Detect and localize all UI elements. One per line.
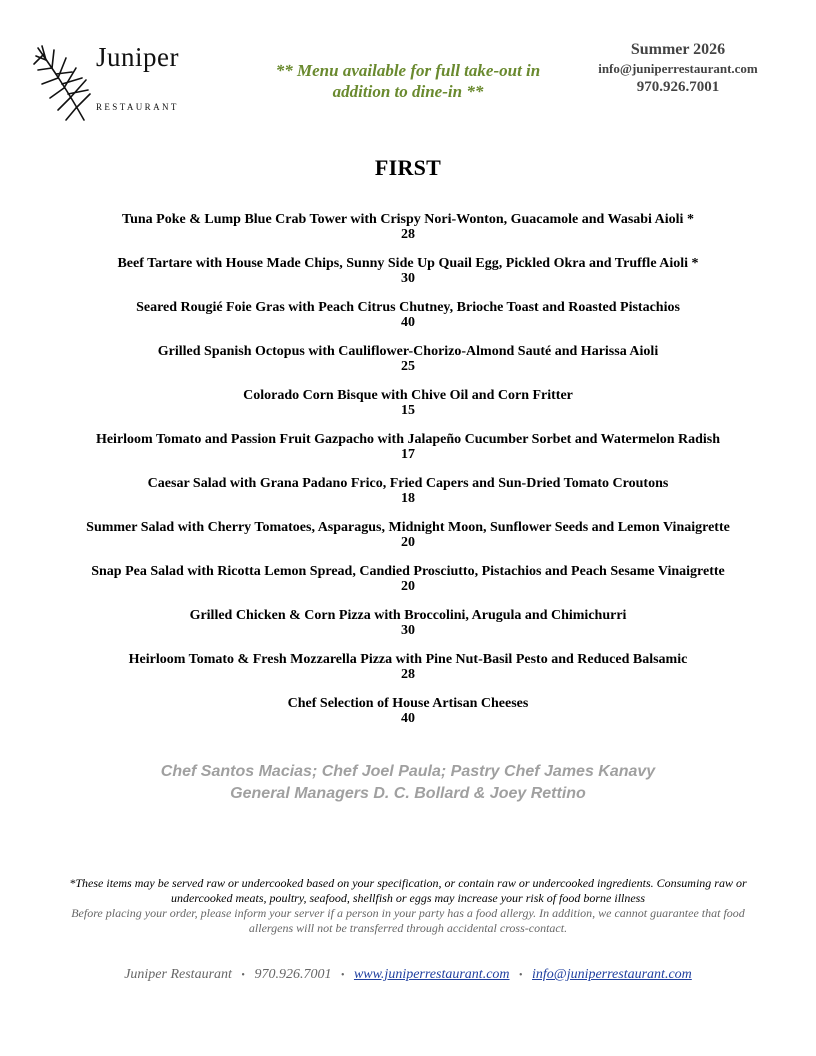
menu-item-name: Grilled Spanish Octopus with Cauliflower-Chorizo-Almond Sauté and Harissa Aioli xyxy=(157,344,659,359)
menu-item-name: Tuna Poke & Lump Blue Crab Tower with Crispy Nori-Wonton, Guacamole and Wasabi Aioli * xyxy=(122,212,694,227)
menu-item-name: Grilled Chicken & Corn Pizza with Broccolini, Arugula and Chimichurri xyxy=(189,608,627,623)
menu-item-price: 28 xyxy=(401,227,415,242)
header-email: info@juniperrestaurant.com xyxy=(598,61,758,76)
menu-item-price: 25 xyxy=(401,359,415,374)
logo-subtitle: RESTAURANT xyxy=(96,102,179,112)
menu-item-price: 18 xyxy=(401,491,415,506)
menu-item-price: 15 xyxy=(401,403,415,418)
menu-item-name: Heirloom Tomato & Fresh Mozzarella Pizza with Pine Nut-Basil Pesto and Reduced Balsamic xyxy=(128,652,688,667)
section-title: FIRST xyxy=(374,155,442,180)
menu-item-price: 40 xyxy=(401,315,415,330)
header-phone: 970.926.7001 xyxy=(636,79,720,95)
restaurant-logo xyxy=(32,38,192,124)
menu-item xyxy=(0,476,816,520)
allergy-warning: Before placing your order, please inform your server if a person in your party has a food allergy. In addition, we cannot guarantee that food allergens will not be transferred through accidental cross-contact. xyxy=(71,906,745,935)
menu-item-name: Caesar Salad with Grana Padano Frico, Fried Capers and Sun-Dried Tomato Croutons xyxy=(147,476,669,491)
menu-item-price: 40 xyxy=(401,711,415,726)
menu-item xyxy=(0,520,816,564)
header-contact xyxy=(578,40,778,96)
menu-item xyxy=(0,300,816,344)
menu-item-price: 30 xyxy=(401,271,415,286)
juniper-branch-icon xyxy=(32,38,94,124)
raw-food-warning: *These items may be served raw or undercooked based on your specification, or contain raw or undercooked ingredients. Consuming raw or undercooked meats, poultry, seafood, shellfish or eggs may increase your risk of food borne illness xyxy=(69,876,747,905)
season-label: Summer 2026 xyxy=(630,41,726,58)
menu-item-price: 20 xyxy=(401,579,415,594)
menu-item-price: 20 xyxy=(401,535,415,550)
menu-list xyxy=(0,212,816,740)
menu-item xyxy=(0,388,816,432)
menu-item xyxy=(0,212,816,256)
footer-email-link[interactable]: info@juniperrestaurant.com xyxy=(532,967,692,982)
menu-item xyxy=(0,432,816,476)
logo-wordmark: Juniper xyxy=(96,42,179,72)
takeout-notice: ** Menu available for full take-out in addition to dine-in ** xyxy=(275,61,541,101)
footer xyxy=(0,967,816,983)
menu-item-name: Chef Selection of House Artisan Cheeses xyxy=(287,696,529,711)
menu-item xyxy=(0,564,816,608)
menu-item-name: Colorado Corn Bisque with Chive Oil and Corn Fritter xyxy=(243,388,573,403)
menu-item-name: Beef Tartare with House Made Chips, Sunny Side Up Quail Egg, Pickled Okra and Truffle Aioli * xyxy=(117,256,699,271)
food-safety-notice xyxy=(48,876,768,936)
chef-credits: Chef Santos Macias; Chef Joel Paula; Pastry Chef James Kanavy xyxy=(160,763,656,780)
footer-website-link[interactable]: www.juniperrestaurant.com xyxy=(353,967,510,982)
menu-item-price: 28 xyxy=(401,667,415,682)
menu-item xyxy=(0,256,816,300)
footer-separator: • xyxy=(519,970,523,981)
footer-separator: • xyxy=(340,970,345,981)
menu-item-name: Seared Rougié Foie Gras with Peach Citrus Chutney, Brioche Toast and Roasted Pistachios xyxy=(136,300,680,315)
staff-credits xyxy=(0,761,816,805)
menu-item-price: 30 xyxy=(401,623,415,638)
manager-credits: General Managers D. C. Bollard & Joey Rettino xyxy=(230,785,586,802)
menu-item-price: 17 xyxy=(401,447,415,462)
menu-item xyxy=(0,608,816,652)
menu-item xyxy=(0,344,816,388)
menu-item-name: Snap Pea Salad with Ricotta Lemon Spread, Candied Prosciutto, Pistachios and Peach Sesame Vinaigrette xyxy=(91,564,725,579)
footer-phone: 970.926.7001 xyxy=(254,967,332,982)
menu-item xyxy=(0,696,816,740)
menu-item-name: Heirloom Tomato and Passion Fruit Gazpacho with Jalapeño Cucumber Sorbet and Watermelon Radish xyxy=(95,432,721,447)
footer-separator: • xyxy=(241,970,245,981)
menu-item-name: Summer Salad with Cherry Tomatoes, Asparagus, Midnight Moon, Sunflower Seeds and Lemon Vinaigrette xyxy=(86,520,730,535)
footer-restaurant-name: Juniper Restaurant xyxy=(124,967,232,982)
menu-item xyxy=(0,652,816,696)
